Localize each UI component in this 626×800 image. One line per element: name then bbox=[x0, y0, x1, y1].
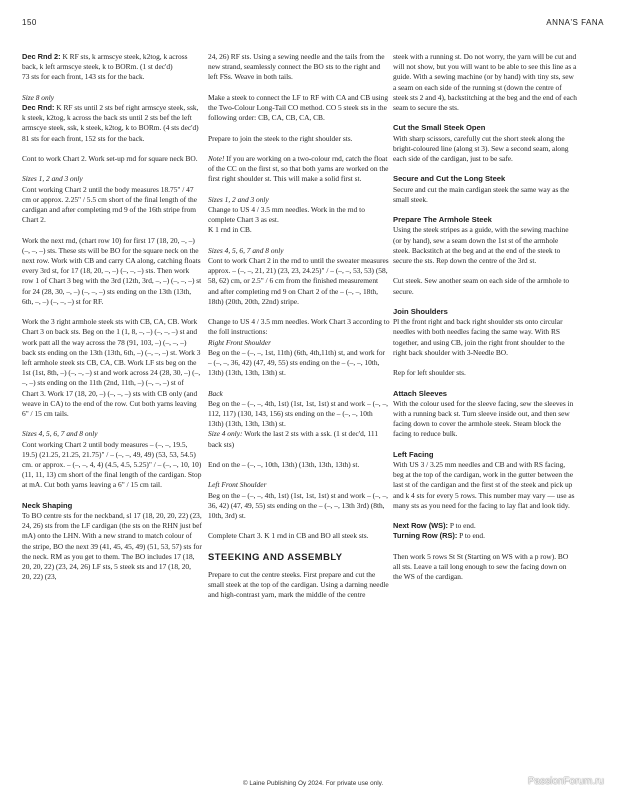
paragraph bbox=[22, 52, 202, 83]
paragraph-text: Cont working Chart 2 until body measures – (–, –, 19.5, 19.5) (21.25, 21.25, 21.75)" / – (–, –, 49, 49) (53, 53, 54.5) cm. or approx. – (–, –, 4, 4) (4.5, 4.5, 5.25)" / – (–, –, 10, 10) (11, 11, 13) cm short of the final length of the cardigan. Stop at mA. Cut both yarns leaving a 6" / 15 cm tail. bbox=[22, 439, 202, 490]
section-label: Back bbox=[208, 388, 223, 398]
column-1 bbox=[22, 52, 202, 593]
paragraph-text: Work the last 2 sts with a ssk. (1 st dec'd, 111 back sts) bbox=[208, 429, 379, 449]
paragraph-text: Change to US 4 / 3.5 mm needles. Work Chart 3 according to the foll instructions: bbox=[208, 317, 390, 337]
size-label: Sizes 1, 2 and 3 only bbox=[208, 194, 269, 204]
paragraph-text: Cont working Chart 2 until the body measures 18.75" / 47 cm or approx. 2.25" / 5.5 cm short of the final length of the cardigan and after completing rnd 9 of the 16th stripe from Chart 2. bbox=[22, 184, 198, 225]
paragraph-text: Beg on the – (–, –, 4th, 1st) (1st, 1st, 1st) st and work – (–, –, 36, 42) (47, 49, 55) sts ending on the – (–, –, 13th 3rd) (8th, 10th, 3rd) st. bbox=[208, 490, 389, 520]
paragraph bbox=[208, 389, 390, 450]
running-title: ANNA'S FANA bbox=[546, 18, 604, 27]
subheading-long-steek: Secure and Cut the Long Steek bbox=[393, 174, 506, 184]
row-label: Next Row (WS): bbox=[393, 521, 449, 531]
paragraph: Cont to work Chart 2. Work set-up rnd for square neck BO. bbox=[22, 154, 198, 163]
paragraph: With sharp scissors, carefully cut the short steek along the bright-coloured line (along st 3). Sew a second seam, along each side of the cardigan, just to be safe. bbox=[393, 133, 569, 164]
paragraph-text: K RF sts until 2 sts bef right armscye steek, ssk, k steek, k2tog, k across the back sts until 2 sts bef the left armscye steek, ssk, k steek, k2tog, k to BORm. (4 sts dec'd) 81 sts for each front, 152 sts for the back. bbox=[22, 103, 199, 143]
note-label: Note! bbox=[208, 153, 225, 163]
paragraph: With the colour used for the sleeve facing, sew the sleeves in with a running back st. Turn sleeve inside out, and then sew facing down to cover the armhole steek. Steam block the facing to reduce bulk. bbox=[393, 398, 574, 439]
paragraph-text: Change to US 4 / 3.5 mm needles. Work in the rnd to complete Chart 3 as est. K 1 rnd in CB. bbox=[208, 204, 365, 235]
watermark: PassionForum.ru bbox=[527, 776, 604, 787]
subheading-left-facing: Left Facing bbox=[393, 449, 434, 459]
size-label: Sizes 4, 5, 6, 7 and 8 only bbox=[22, 429, 98, 439]
subheading-attach-sleeves: Attach Sleeves bbox=[393, 388, 448, 398]
paragraph bbox=[208, 480, 390, 521]
size-label: Size 4 only: bbox=[208, 429, 243, 439]
paragraph: End on the – (–, –, 10th, 13th) (13th, 13th, 13th) st. bbox=[208, 460, 360, 469]
size-label: Size 8 only bbox=[22, 92, 55, 102]
page-header bbox=[22, 18, 604, 32]
paragraph: Secure and cut the main cardigan steek the same way as the small steek. bbox=[393, 184, 570, 204]
paragraph: With US 3 / 3.25 mm needles and CB and with RS facing, beg at the top of the cardigan, work in the gutter between the last st of the cardigan and the first st of the steek and pick up and k 4 sts for every 5 rows. This number may vary — use as many sts as you need for the facing to lay flat and look tidy. bbox=[393, 460, 575, 510]
paragraph bbox=[22, 429, 202, 490]
footer-copyright: © Laine Publishing Oy 2024. For private use only. bbox=[242, 780, 384, 787]
subheading-join-shoulders: Join Shoulders bbox=[393, 307, 448, 316]
paragraph bbox=[22, 174, 202, 225]
page-number: 150 bbox=[22, 18, 37, 27]
paragraph: Using the steek stripes as a guide, with the sewing machine (or by hand), sew a seam down the 1st st of the armhole steek. Backstitch at the beg and at the end of the steek to secure the sts. Rep down the centre of the 3rd st. bbox=[393, 225, 569, 266]
paragraph bbox=[208, 246, 390, 307]
paragraph: Make a steek to connect the LF to RF with CA and CB using the Two-Colour Long-Tail CO method. CO 5 steek sts in the following order: CB, CA, CB, CA, CB. bbox=[208, 92, 389, 123]
column-3 bbox=[393, 52, 577, 593]
paragraph bbox=[208, 195, 390, 236]
paragraph-text: If you are working on a two-colour rnd, catch the float of the CC on the first st, so that both yarns are worked on the first right shoulder st. This will make a solid first st. bbox=[208, 153, 389, 184]
row-label: Dec Rnd: bbox=[22, 103, 55, 112]
paragraph-text: P to end. bbox=[448, 521, 476, 531]
section-heading-steeking: STEEKING AND ASSEMBLY bbox=[208, 550, 343, 562]
column-2 bbox=[208, 52, 390, 611]
section-label: Right Front Shoulder bbox=[208, 337, 271, 347]
row-label: Dec Rnd 2: bbox=[22, 52, 61, 61]
paragraph: Complete Chart 3. K 1 rnd in CB and BO all steek sts. bbox=[208, 531, 369, 541]
paragraph: Work the next rnd, (chart row 10) for first 17 (18, 20, –, –) (–, –, –) sts. These sts will be BO for the square neck on the next row. Work with CB and carry CA along, catching floats every 3rd st, for 17 (18, 20, –, –) (–, –, –) sts. Then work row 1 of Chart 3 beg with the 3rd (12th, 3rd, –, –) (–, –, –) st for 24 (28, 30, –, –) (–, –, –) sts ending on the 13th (13th, 6th, –, –) (–, –, –) st for RF. bbox=[22, 235, 202, 306]
row-label: Turning Row (RS): bbox=[393, 531, 458, 541]
paragraph bbox=[208, 154, 390, 185]
paragraph: Work the 3 right armhole steek sts with CB, CA, CB. Work Chart 3 on back sts. Beg on the 1 (1, 8, –, –) (–, –, –) st and work patt all the way across the 78 (91, 103, –) (–, –, –) back sts ending on the 13th (13th, 6th, –) (–, –, –) st. Work 3 left armhole steek sts CB, CA, CB. Work LF sts beg on the 1st (1st, 8th, –) (–, –, –) st and work across 24 (28, 30, –) (–, –, –) sts ending on the 11th (2nd, 11th, –) (–, –, –) st of Chart 3. Work 17 (18, 20, –) (–, –, –) sts with CB only (and weave in CA) to the end of the row. Cut both yarns leaving 6" / 15 cm tails. bbox=[22, 317, 201, 419]
subheading-cut-small-steek: Cut the Small Steek Open bbox=[393, 123, 486, 133]
subheading-armhole-steek: Prepare The Armhole Steek bbox=[393, 215, 492, 225]
paragraph-text: Beg on the – (–, –, 1st, 11th) (6th, 4th,11th) st, and work for – (–, –, 36, 42) (47, 49, 55) sts ending on the – (–, –, 10th, 13th) (13th, 13th, 13th) st. bbox=[208, 347, 386, 378]
paragraph: steek with a running st. Do not worry, the yarn will be cut and will not show, but you will want to be able to see this line as a guide. With a sewing machine (or by hand) with tiny sts, sew a seam on each side of the running st (down the centre of steek sts 2 and 4), backstitching at the beg and the end of each seam to secure the sts. bbox=[393, 52, 577, 113]
paragraph: 24, 26) RF sts. Using a sewing needle and the tails from the new strand, seamlessly connect the BO sts to the right and left FSs. Weave in both tails. bbox=[208, 52, 385, 82]
paragraph-text: Cont to work Chart 2 in the rnd to until the sweater measures approx. – (–, –, 21, 21) (23, 23, 24.25)" / – (–, –, 53, 53) (58, 58, 62) cm, or 2.5" / 6 cm from the finished measurement and after completing rnd 9 on Chart 2 of the – (–, –, 18th, 18th) (20th, 20th, 22nd) stripe. bbox=[208, 255, 389, 306]
paragraph bbox=[393, 521, 577, 541]
paragraph bbox=[22, 93, 202, 144]
size-label: Sizes 4, 5, 6, 7 and 8 only bbox=[208, 245, 284, 255]
paragraph-text: K RF sts, k armscye steek, k2tog, k across back, k left armscye steek, k to BORm. (1 st dec'd) 73 sts for each front, 143 sts for the back. bbox=[22, 52, 188, 82]
subheading-neck-shaping: Neck Shaping bbox=[22, 500, 73, 510]
paragraph: Cut steek. Sew another seam on each side of the armhole to secure. bbox=[393, 276, 570, 296]
paragraph-text: Beg on the – (–, –, 4th, 1st) (1st, 1st, 1st) st and work – (–, –, 112, 117) (130, 143, 156) sts ending on the – (–, –, 10th 13th) (13th, 13th, 13th) st. bbox=[208, 398, 389, 429]
paragraph-text: P to end. bbox=[457, 531, 485, 541]
paragraph: To BO centre sts for the neckband, sl 17 (18, 20, 20, 22) (23, 24, 26) sts from the LF cardigan (the sts on the RHN just bef mA) onto the LHN. With a new strand to match colour of the stripe, BO the next 39 (41, 45, 45, 49) (51, 53, 57) sts for the neck. RM as you get to them. The BO includes 17 (18, 20, 20, 22) (23, 24, 26) LF sts, 5 steek sts and 17 (18, 20, 20, 22) (23, bbox=[22, 511, 202, 582]
paragraph bbox=[208, 317, 390, 378]
paragraph: Then work 5 rows St St (Starting on WS with a p row). BO all sts. Leave a tail long enough to sew the facing down on the WS of the cardigan. bbox=[393, 551, 569, 582]
size-label: Sizes 1, 2 and 3 only bbox=[22, 174, 83, 184]
paragraph: Pl the front right and back right shoulder sts onto circular needles with both needles facing the same way. With RS together, and using CB, join the right front shoulder to the right back shoulder with 3-Needle BO. bbox=[393, 317, 565, 357]
paragraph: Prepare to cut the centre steeks. First prepare and cut the small steek at the top of the cardigan. Using a darning needle and high-contrast yarn, mark the middle of the centre bbox=[208, 569, 389, 600]
paragraph: Rep for left shoulder sts. bbox=[393, 368, 466, 378]
section-label: Left Front Shoulder bbox=[208, 480, 267, 490]
paragraph: Prepare to join the steek to the right shoulder sts. bbox=[208, 133, 353, 143]
